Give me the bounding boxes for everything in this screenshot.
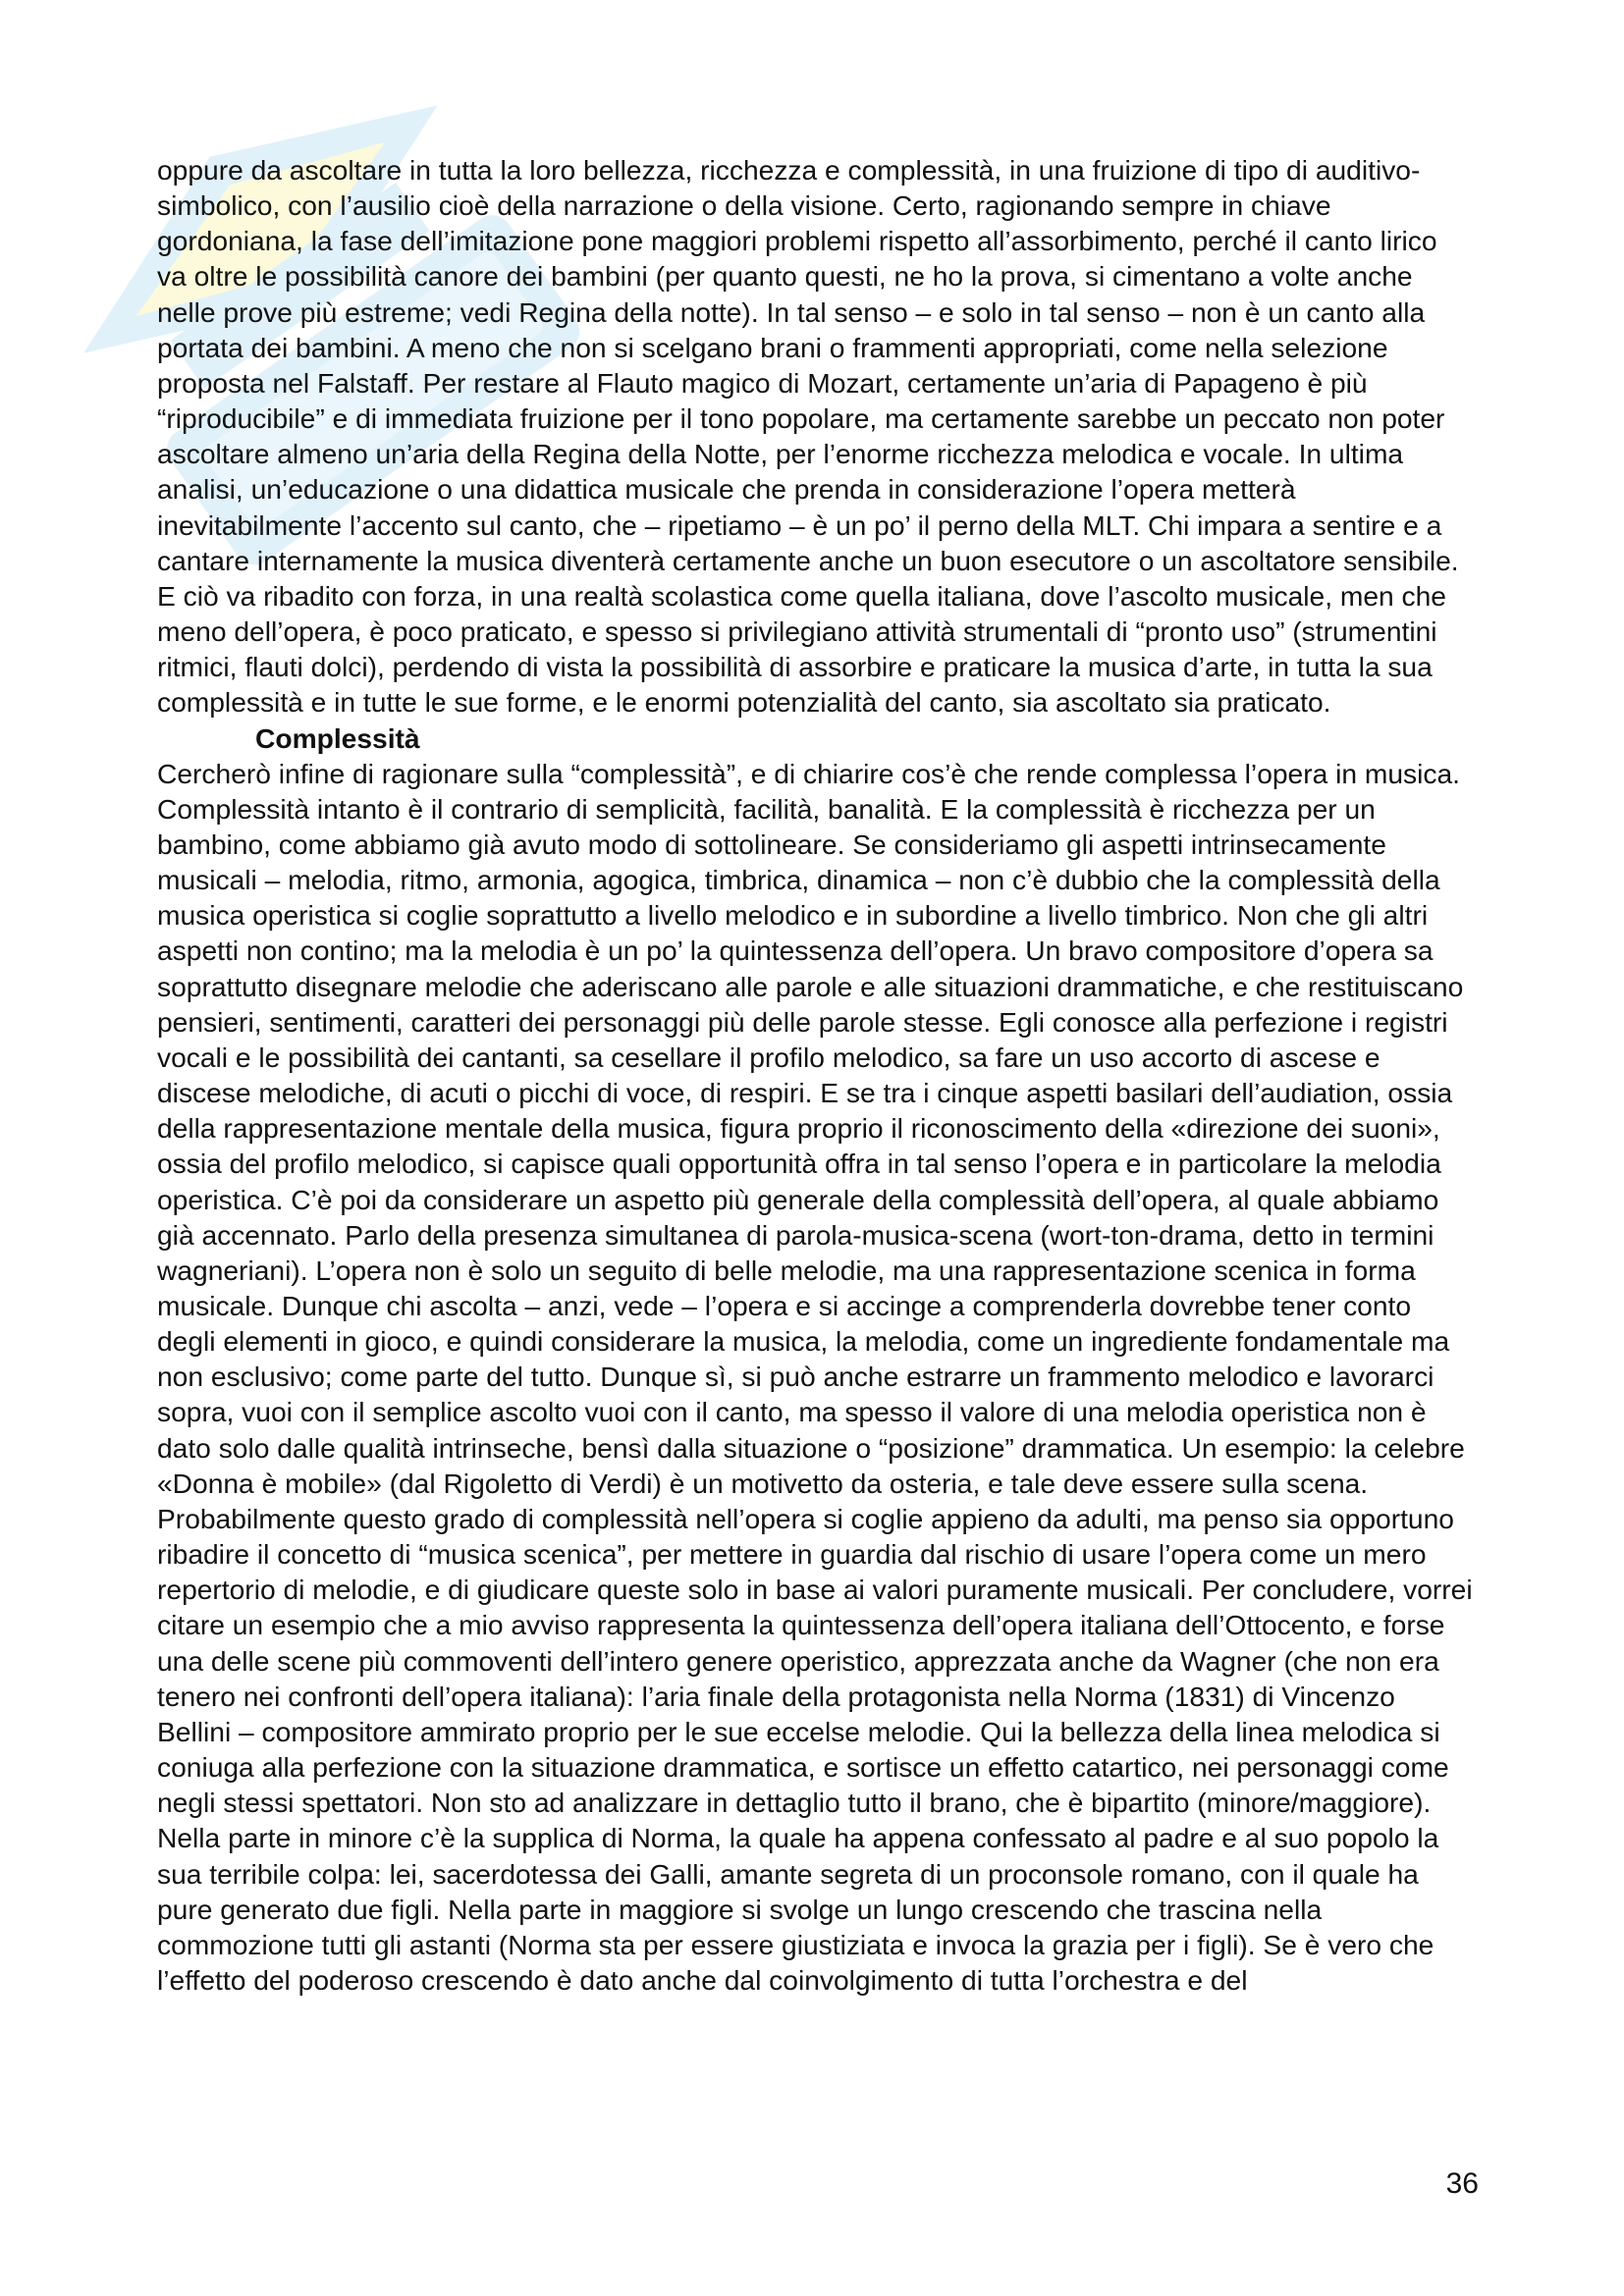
section-heading: Complessità: [255, 721, 420, 754]
page-number: 36: [1445, 2167, 1479, 2200]
paragraph-complexity: Cercherò infine di ragionare sulla “complessità”, e di chiarire cos’è che rende complessa l’opera in musica. Complessità intanto è il contrario di semplicità, facilità, banalità. E la complessità è ricchezza per un bambino, come abbiamo già avuto modo di sottolineare. Se consideriamo gli aspetti intrinsecamente musicali – melodia, ritmo, armonia, agogica, timbrica, dinamica – non c’è dubbio che la complessità della musica operistica si coglie soprattutto a livello melodico e in subordine a livello timbrico. Non che gli altri aspetti non contino; ma la melodia è un po’ la quintessenza dell’opera. Un bravo compositore d’opera sa soprattutto disegnare melodie che aderiscano alle parole e alle situazioni drammatiche, e che restituiscano pensieri, sentimenti, caratteri dei personaggi più delle parole stesse. Egli conosce alla perfezione i registri vocali e le possibilità dei cantanti, sa cesellare il profilo melodico, sa fare un uso accorto di ascese e discese melodiche, di acuti o picchi di voce, di respiri. E se tra i cinque aspetti basilari dell’audiation, ossia della rappresentazione mentale della musica, figura proprio il riconoscimento della «direzione dei suoni», ossia del profilo melodico, si capisce quali opportunità offra in tal senso l’opera e in particolare la melodia operistica. C’è poi da considerare un aspetto più generale della complessità dell’opera, al quale abbiamo già accennato. Parlo della presenza simultanea di parola-musica-scena (wort-ton-drama, detto in termini wagneriani). L’opera non è solo un seguito di belle melodie, ma una rappresentazione scenica in forma musicale. Dunque chi ascolta – anzi, vede – l’opera e si accinge a comprenderla dovrebbe tener conto degli elementi in gioco, e quindi considerare la musica, la melodia, come un ingrediente fondamentale ma non esclusivo; come parte del tutto. Dunque sì, si può anche estrarre un frammento melodico e lavorarci sopra, vuoi con il semplice ascolto vuoi con il canto, ma spesso il valore di una melodia operistica non è dato solo dalle qualità intrinseche, bensì dalla situazione o “posizione” drammatica. Un esempio: la celebre «Donna è mobile» (dal Rigoletto di Verdi) è un motivetto da osteria, e tale deve essere sulla scena. Probabilmente questo grado di complessità nell’opera si coglie appieno da adulti, ma penso sia opportuno ribadire il concetto di “musica scenica”, per mettere in guardia dal rischio di usare l’opera come un mero repertorio di melodie, e di giudicare queste solo in base ai valori puramente musicali. Per concludere, vorrei citare un esempio che a mio avviso rappresenta la quintessenza dell’opera italiana dell’Ottocento, e forse una delle scene più commoventi dell’intero genere operistico, apprezzata anche da Wagner (che non era tenero nei confronti dell’opera italiana): l’aria finale della protagonista nella Norma (1831) di Vincenzo Bellini – compositore ammirato proprio per le sue eccelse melodie. Qui la bellezza della linea melodica si coniuga alla perfezione con la situazione drammatica, e sortisce un effetto catartico, nei personaggi come negli stessi spettatori. Non sto ad analizzare in dettaglio tutto il brano, che è bipartito (minore/maggiore). Nella parte in minore c’è la supplica di Norma, la quale ha appena confessato al padre e al suo popolo la sua terribile colpa: lei, sacerdotessa dei Galli, amante segreta di un proconsole romano, con il quale ha pure generato due figli. Nella parte in maggiore si svolge un lungo crescendo che trascina nella commozione tutti gli astanti (Norma sta per essere giustiziata e invoca la grazia per i figli). Se è vero che l’effetto del poderoso crescendo è dato anche dal coinvolgimento di tutta l’orchestra e del: [157, 757, 1473, 1996]
document-page: [157, 152, 1473, 1998]
paragraph-opening: oppure da ascoltare in tutta la loro bellezza, ricchezza e complessità, in una fruizione di tipo di auditivo-simbolico, con l’ausilio cioè della narrazione o della visione. Certo, ragionando sempre in chiave gordoniana, la fase dell’imitazione pone maggiori problemi rispetto all’assorbimento, perché il canto lirico va oltre le possibilità canore dei bambini (per quanto questi, ne ho la prova, si cimentano a volte anche nelle prove più estreme; vedi Regina della notte). In tal senso – e solo in tal senso – non è un canto alla portata dei bambini. A meno che non si scelgano brani o frammenti appropriati, come nella selezione proposta nel Falstaff. Per restare al Flauto magico di Mozart, certamente un’aria di Papageno è più “riproducibile” e di immediata fruizione per il tono popolare, ma certamente sarebbe un peccato non poter ascoltare almeno un’aria della Regina della Notte, per l’enorme ricchezza melodica e vocale. In ultima analisi, un’educazione o una didattica musicale che prenda in considerazione l’opera metterà inevitabilmente l’accento sul canto, che – ripetiamo – è un po’ il perno della MLT. Chi impara a sentire e a cantare internamente la musica diventerà certamente anche un buon esecutore o un ascoltatore sensibile. E ciò va ribadito con forza, in una realtà scolastica come quella italiana, dove l’ascolto musicale, men che meno dell’opera, è poco praticato, e spesso si privilegiano attività strumentali di “pronto uso” (strumentini ritmici, flauti dolci), perdendo di vista la possibilità di assorbire e praticare la musica d’arte, in tutta la sua complessità e in tutte le sue forme, e le enormi potenzialità del canto, sia ascoltato sia praticato.: [157, 154, 1459, 719]
